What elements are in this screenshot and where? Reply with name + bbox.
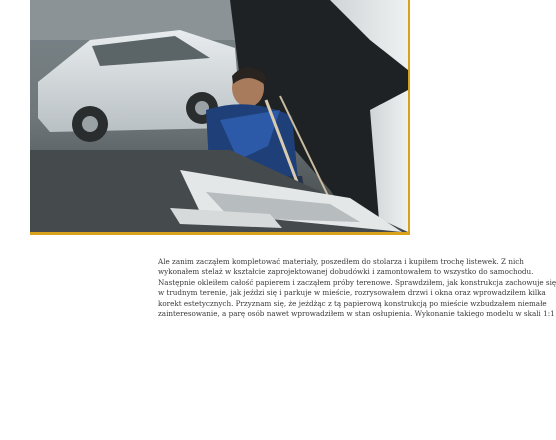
article-line: Ale zanim zacząłem kompletować materiały, poszedłem do stolarza i kupiłem trochę listewek. Z nich xyxy=(158,257,524,266)
camper-build-photo xyxy=(30,0,408,232)
article-line: korekt estetycznych. Przyznam się, że jeżdżąc z tą papierową konstrukcją po mieście wzbudzałem niemałe xyxy=(158,298,547,308)
article-line: wykonałem stelaż w kształcie zaprojektowanej dobudówki i zamontowałem to wszystko do samochodu. xyxy=(158,267,534,277)
article-body-text xyxy=(158,257,556,440)
article-line: zainteresowanie, a parę osób nawet wprowadziłem w stan osłupienia. Wykonanie takiego modelu w skali 1:1 xyxy=(158,308,555,318)
article-photo-frame xyxy=(30,0,410,235)
article-line: w trudnym terenie, jak jeździ się i parkuje w mieście, rozrysowałem drzwi i okna oraz wprowadziłem kilka xyxy=(158,288,546,298)
article-line: Następnie okleiłem całość papierem i zacząłem próby terenowe. Sprawdziłem, jak konstrukcja zachowuje się xyxy=(158,277,556,287)
